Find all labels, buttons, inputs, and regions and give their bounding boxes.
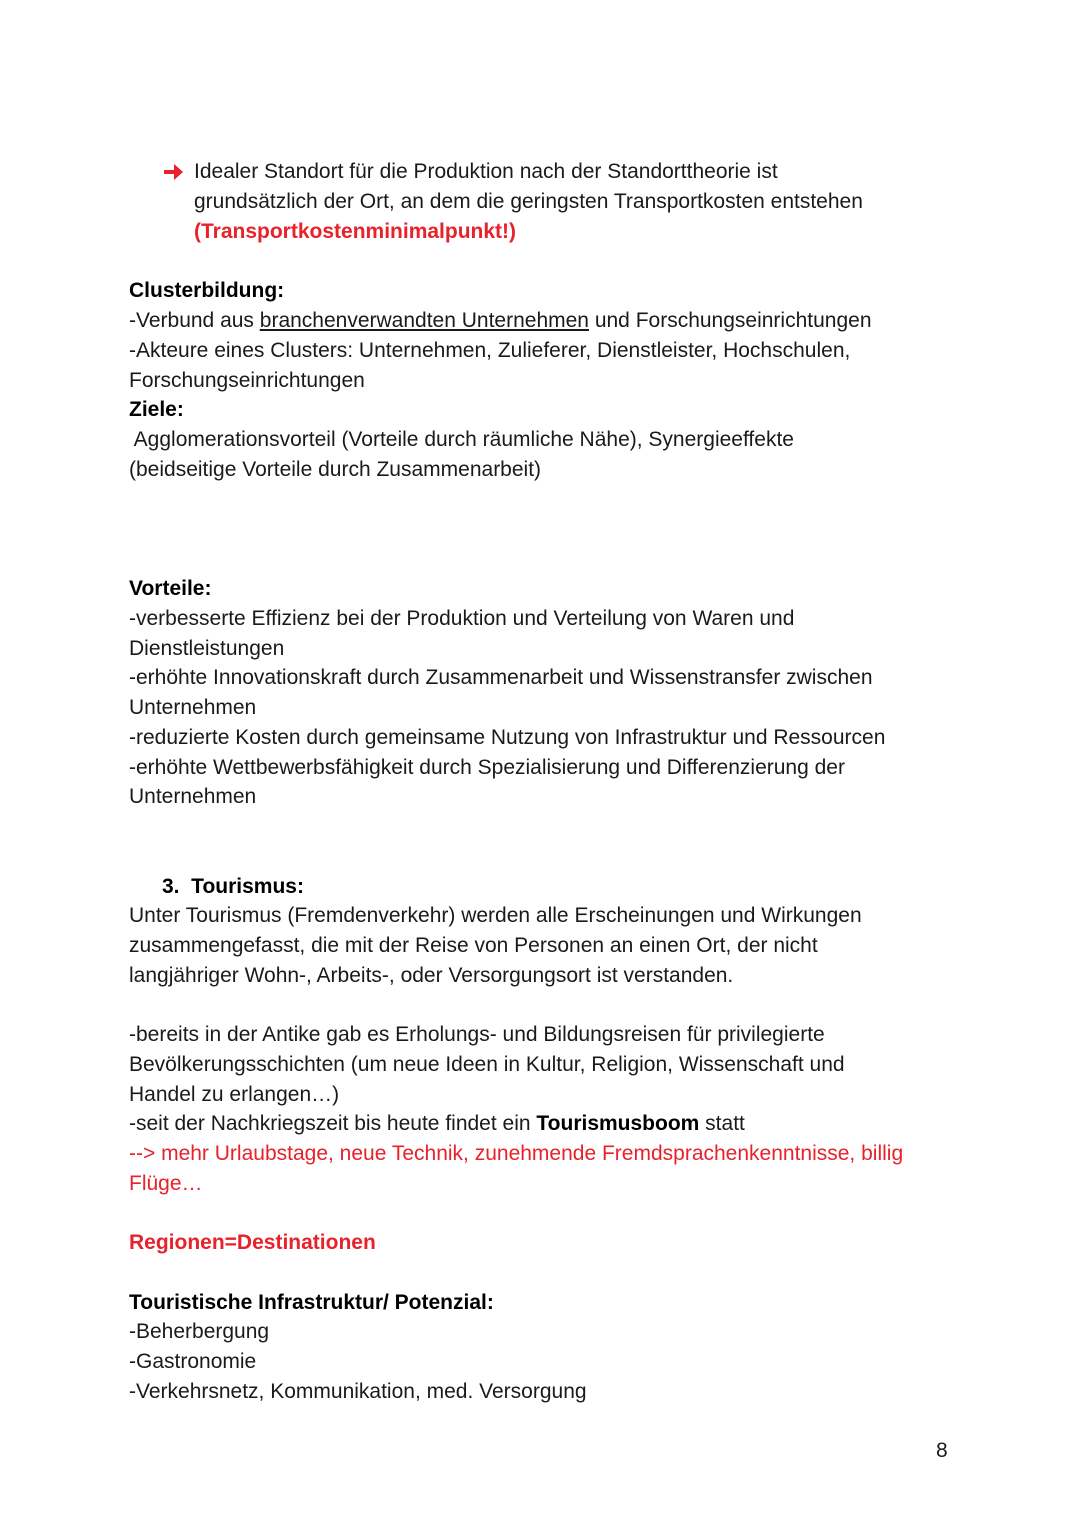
- boom-pre: -seit der Nachkriegszeit bis heute findet ein: [129, 1112, 537, 1135]
- goals-line-2: (beidseitige Vorteile durch Zusammenarbeit): [129, 458, 542, 481]
- boom-post: statt: [699, 1112, 745, 1135]
- cluster-line-1-post: und Forschungseinrichtungen: [588, 309, 872, 332]
- page-number: 8: [936, 1439, 948, 1462]
- boom-term: Tourismusboom: [536, 1112, 700, 1135]
- tourism-history-line: Bevölkerungsschichten (um neue Ideen in Kultur, Religion, Wissenschaft und: [129, 1053, 845, 1076]
- advantages-heading: Vorteile:: [129, 577, 212, 600]
- cluster-line-1: [129, 306, 872, 336]
- tourism-history-line: -bereits in der Antike gab es Erholungs- und Bildungsreisen für privilegierte: [129, 1023, 825, 1046]
- tourism-def-line: langjähriger Wohn-, Arbeits-, oder Versorgungsort ist verstanden.: [129, 964, 734, 987]
- cluster-underlined-term: branchenverwandten Unternehmen: [259, 309, 589, 332]
- tourism-boom-line: [129, 1109, 745, 1139]
- tourism-def-line: zusammengefasst, die mit der Reise von Personen an einen Ort, der nicht: [129, 934, 818, 957]
- advantages-line: Unternehmen: [129, 696, 257, 719]
- cluster-heading: Clusterbildung:: [129, 279, 285, 302]
- advantages-line: -reduzierte Kosten durch gemeinsame Nutzung von Infrastruktur und Ressourcen: [129, 726, 886, 749]
- infrastructure-item: -Beherbergung: [129, 1320, 270, 1343]
- infrastructure-heading: Touristische Infrastruktur/ Potenzial:: [129, 1291, 494, 1314]
- tourism-def-line: Unter Tourismus (Fremdenverkehr) werden alle Erscheinungen und Wirkungen: [129, 904, 862, 927]
- tourism-history-line: Handel zu erlangen…): [129, 1083, 340, 1106]
- infrastructure-item: -Verkehrsnetz, Kommunikation, med. Versorgung: [129, 1380, 587, 1403]
- infrastructure-item: -Gastronomie: [129, 1350, 257, 1373]
- goals-heading: Ziele:: [129, 398, 184, 421]
- cluster-line-3: Forschungseinrichtungen: [129, 369, 365, 392]
- intro-line-2: grundsätzlich der Ort, an dem die geringsten Transportkosten entstehen: [194, 190, 863, 213]
- arrow-right-icon: [162, 160, 184, 184]
- advantages-line: -erhöhte Wettbewerbsfähigkeit durch Spezialisierung und Differenzierung der: [129, 756, 845, 779]
- tourism-reasons-line-1: --> mehr Urlaubstage, neue Technik, zunehmende Fremdsprachenkenntnisse, billig: [129, 1142, 904, 1165]
- goals-line-1: Agglomerationsvorteil (Vorteile durch räumliche Nähe), Synergieeffekte: [129, 428, 794, 451]
- regions-heading: Regionen=Destinationen: [129, 1231, 376, 1254]
- intro-highlight: (Transportkostenminimalpunkt!): [194, 220, 517, 243]
- cluster-line-1-pre: -Verbund aus: [129, 309, 260, 332]
- advantages-line: -erhöhte Innovationskraft durch Zusammenarbeit und Wissenstransfer zwischen: [129, 666, 873, 689]
- tourism-reasons-line-2: Flüge…: [129, 1172, 203, 1195]
- advantages-line: -verbesserte Effizienz bei der Produktion und Verteilung von Waren und: [129, 607, 795, 630]
- intro-line-1: Idealer Standort für die Produktion nach der Standorttheorie ist: [194, 160, 778, 183]
- tourism-heading: 3. Tourismus:: [162, 875, 304, 898]
- advantages-line: Dienstleistungen: [129, 637, 285, 660]
- cluster-line-2: -Akteure eines Clusters: Unternehmen, Zulieferer, Dienstleister, Hochschulen,: [129, 339, 851, 362]
- advantages-line: Unternehmen: [129, 785, 257, 808]
